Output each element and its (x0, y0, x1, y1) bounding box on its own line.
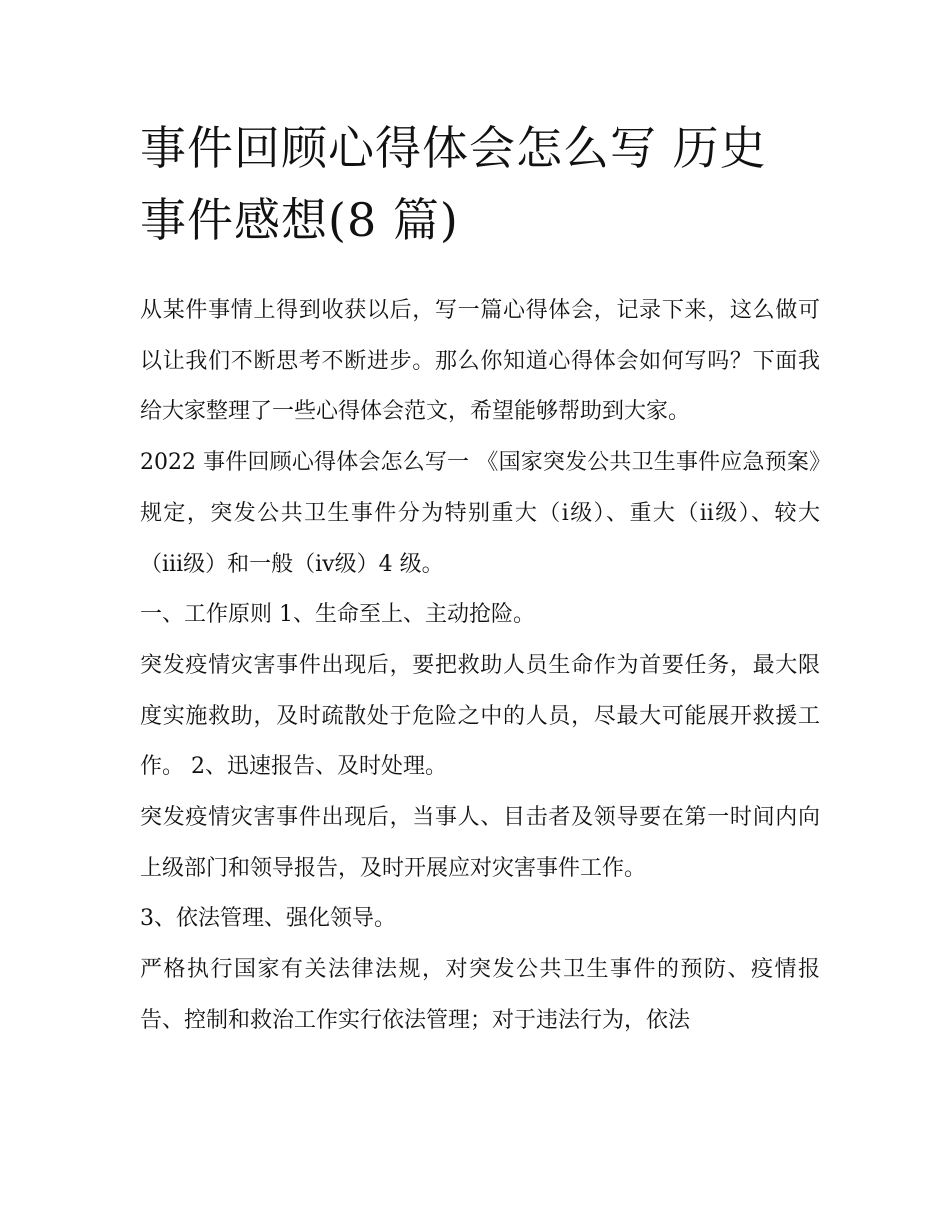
document-content (140, 112, 820, 1047)
body-paragraph: 突发疫情灾害事件出现后，当事人、目击者及领导要在第一时间内向上级部门和领导报告，及时开展应对灾害事件工作。 (140, 805, 820, 881)
principle-heading: 3、依法管理、强化领导。 (140, 906, 396, 932)
title-line-2: 事件感想(8 篇) (140, 193, 459, 247)
body-paragraph: 突发疫情灾害事件出现后，要把救助人员生命作为首要任务，最大限度实施救助，及时疏散处于危险之中的人员，尽最大可能展开救援工作。 2、迅速报告、及时处理。 (140, 652, 820, 780)
essay-one-opening-paragraph: 2022 事件回顾心得体会怎么写一 《国家突发公共卫生事件应急预案》规定，突发公共卫生事件分为特别重大（ⅰ级）、重大（ⅱ级）、较大（ⅲ级）和一般（ⅳ级）4 级。 (140, 450, 820, 577)
title-line-1: 事件回顾心得体会怎么写 历史 (140, 121, 767, 175)
section-heading-work-principles: 一、工作原则 1、生命至上、主动抢险。 (140, 602, 535, 628)
document-title (140, 112, 820, 256)
body-paragraph: 严格执行国家有关法律法规，对突发公共卫生事件的预防、疫情报告、控制和救治工作实行依法管理；对于违法行为，依法 (140, 957, 820, 1033)
intro-paragraph: 从某件事情上得到收获以后，写一篇心得体会，记录下来，这么做可以让我们不断思考不断进步。那么你知道心得体会如何写吗？下面我给大家整理了一些心得体会范文，希望能够帮助到大家。 (140, 298, 820, 425)
